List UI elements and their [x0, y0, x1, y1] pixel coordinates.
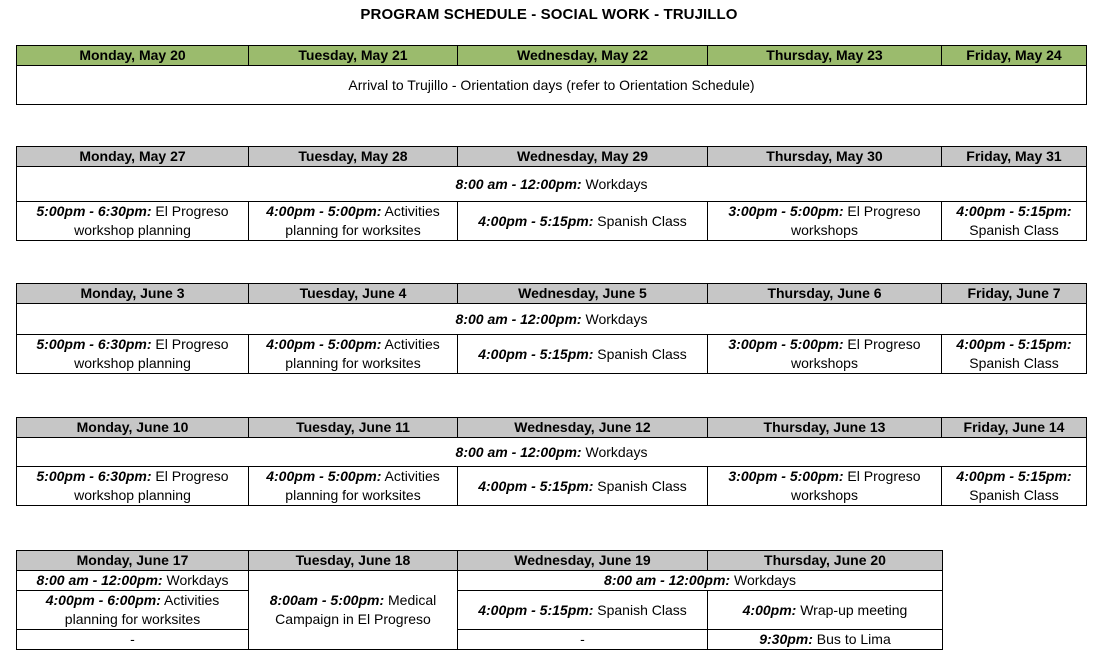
activity-cell [458, 202, 708, 241]
empty-cell: - [458, 630, 708, 650]
empty-cell: - [17, 630, 249, 650]
day-header: Tuesday, May 21 [249, 46, 458, 66]
activity-label: Medical Campaign in El Progreso [275, 592, 437, 627]
activity-label: Activities planning for worksites [285, 203, 440, 238]
workdays-cell [17, 438, 1087, 467]
day-header: Friday, June 14 [942, 418, 1087, 438]
activity-cell [708, 467, 942, 506]
workdays-cell [17, 571, 249, 591]
activity-cell [17, 202, 249, 241]
week-4-workdays-row [17, 438, 1087, 467]
time-label: 8:00 am - 12:00pm: [36, 572, 163, 588]
day-header: Friday, May 31 [942, 147, 1087, 167]
time-label: 8:00 am - 12:00pm: [455, 443, 582, 460]
time-label: 5:00pm - 6:30pm: [36, 468, 152, 484]
activity-cell [458, 591, 708, 630]
activity-cell [708, 335, 942, 374]
schedule-week-1 [16, 45, 1087, 105]
activity-label: Spanish Class [593, 345, 687, 362]
week-1-header-row [17, 46, 1087, 66]
time-label: 3:00pm - 5:00pm: [728, 468, 844, 484]
schedule-week-4 [16, 417, 1087, 506]
time-label: 4:00pm - 5:15pm: [956, 336, 1072, 352]
day-header: Wednesday, June 12 [458, 418, 708, 438]
time-label: 4:00pm - 6:00pm: [45, 592, 161, 608]
activity-label: Spanish Class [593, 477, 687, 494]
time-label: 5:00pm - 6:30pm: [36, 203, 152, 219]
week-4-header-row [17, 418, 1087, 438]
time-label: 8:00 am - 12:00pm: [455, 175, 582, 192]
activity-label: Spanish Class [593, 212, 687, 229]
time-label: 4:00pm: [742, 601, 797, 618]
activity-label: Workdays [581, 443, 648, 460]
activity-label: Spanish Class [969, 222, 1059, 238]
week-2-header-row [17, 147, 1087, 167]
activity-cell [17, 467, 249, 506]
activity-cell [458, 335, 708, 374]
week-4-activities-row [17, 467, 1087, 506]
day-header: Monday, June 3 [17, 284, 249, 304]
activity-label: Activities planning for worksites [285, 336, 440, 371]
activity-label: Bus to Lima [812, 631, 891, 647]
activity-label: Workdays [730, 572, 796, 588]
day-header: Thursday, May 23 [708, 46, 942, 66]
time-label: 4:00pm - 5:15pm: [478, 601, 594, 618]
time-label: 3:00pm - 5:00pm: [728, 203, 844, 219]
week-1-note-row [17, 66, 1087, 105]
day-header: Tuesday, June 11 [249, 418, 458, 438]
activity-label: Activities planning for worksites [285, 468, 440, 503]
activity-label: Spanish Class [593, 601, 687, 618]
activity-cell [942, 202, 1087, 241]
time-label: 3:00pm - 5:00pm: [728, 336, 844, 352]
workdays-cell [17, 304, 1087, 335]
orientation-note: Arrival to Trujillo - Orientation days (refer to Orientation Schedule) [17, 66, 1087, 105]
day-header: Tuesday, May 28 [249, 147, 458, 167]
workdays-cell [458, 571, 943, 591]
workdays-cell [17, 167, 1087, 202]
day-header: Thursday, June 20 [708, 551, 943, 571]
day-header: Monday, May 27 [17, 147, 249, 167]
time-label: 4:00pm - 5:15pm: [956, 203, 1072, 219]
time-label: 4:00pm - 5:00pm: [266, 468, 382, 484]
activity-cell [249, 335, 458, 374]
activity-cell [708, 202, 942, 241]
time-label: 4:00pm - 5:15pm: [478, 345, 594, 362]
time-label: 8:00 am - 12:00pm: [604, 572, 731, 588]
day-header: Thursday, June 13 [708, 418, 942, 438]
time-label: 4:00pm - 5:15pm: [478, 212, 594, 229]
activity-label: El Progreso workshops [791, 468, 921, 503]
activity-label: Activities planning for worksites [64, 592, 220, 627]
activity-cell [249, 202, 458, 241]
time-label: 8:00am - 5:00pm: [269, 592, 385, 608]
activity-label: Wrap-up meeting [796, 601, 908, 618]
activity-cell [458, 467, 708, 506]
week-3-header-row [17, 284, 1087, 304]
day-header: Tuesday, June 4 [249, 284, 458, 304]
day-header: Monday, June 17 [17, 551, 249, 571]
week-3-activities-row [17, 335, 1087, 374]
activity-cell [708, 630, 943, 650]
activity-label: Spanish Class [969, 355, 1059, 371]
activity-label: Workdays [581, 310, 648, 327]
schedule-week-5 [16, 550, 943, 650]
week-2-workdays-row [17, 167, 1087, 202]
activity-cell [942, 467, 1087, 506]
week-2-activities-row [17, 202, 1087, 241]
activity-cell [708, 591, 943, 630]
day-header: Friday, June 7 [942, 284, 1087, 304]
activity-cell [17, 591, 249, 630]
week-5-row-2 [17, 591, 943, 630]
time-label: 4:00pm - 5:15pm: [956, 468, 1072, 484]
week-5-row-1 [17, 571, 943, 591]
activity-label: Workdays [581, 175, 648, 192]
day-header: Tuesday, June 18 [249, 551, 458, 571]
activity-label: Spanish Class [969, 487, 1059, 503]
time-label: 5:00pm - 6:30pm: [36, 336, 152, 352]
activity-label: El Progreso workshop planning [74, 203, 229, 238]
activity-label: El Progreso workshop planning [74, 468, 229, 503]
time-label: 9:30pm: [759, 631, 813, 647]
activity-label: El Progreso workshop planning [74, 336, 229, 371]
week-5-row-3 [17, 630, 943, 650]
time-label: 4:00pm - 5:15pm: [478, 477, 594, 494]
schedule-week-2 [16, 146, 1087, 241]
day-header: Monday, May 20 [17, 46, 249, 66]
page-title: PROGRAM SCHEDULE - SOCIAL WORK - TRUJILLO [360, 6, 738, 23]
week-5-header-row [17, 551, 943, 571]
activity-cell [249, 467, 458, 506]
activity-label: El Progreso workshops [791, 203, 921, 238]
medical-campaign-cell [249, 571, 458, 650]
day-header: Thursday, June 6 [708, 284, 942, 304]
day-header: Monday, June 10 [17, 418, 249, 438]
time-label: 4:00pm - 5:00pm: [266, 336, 382, 352]
activity-cell [942, 335, 1087, 374]
schedule-week-3 [16, 283, 1087, 374]
day-header: Friday, May 24 [942, 46, 1087, 66]
time-label: 4:00pm - 5:00pm: [266, 203, 382, 219]
day-header: Wednesday, May 22 [458, 46, 708, 66]
day-header: Thursday, May 30 [708, 147, 942, 167]
day-header: Wednesday, June 5 [458, 284, 708, 304]
activity-label: Workdays [162, 572, 229, 588]
week-3-workdays-row [17, 304, 1087, 335]
day-header: Wednesday, May 29 [458, 147, 708, 167]
time-label: 8:00 am - 12:00pm: [455, 310, 582, 327]
activity-cell [17, 335, 249, 374]
day-header: Wednesday, June 19 [458, 551, 708, 571]
activity-label: El Progreso workshops [791, 336, 921, 371]
